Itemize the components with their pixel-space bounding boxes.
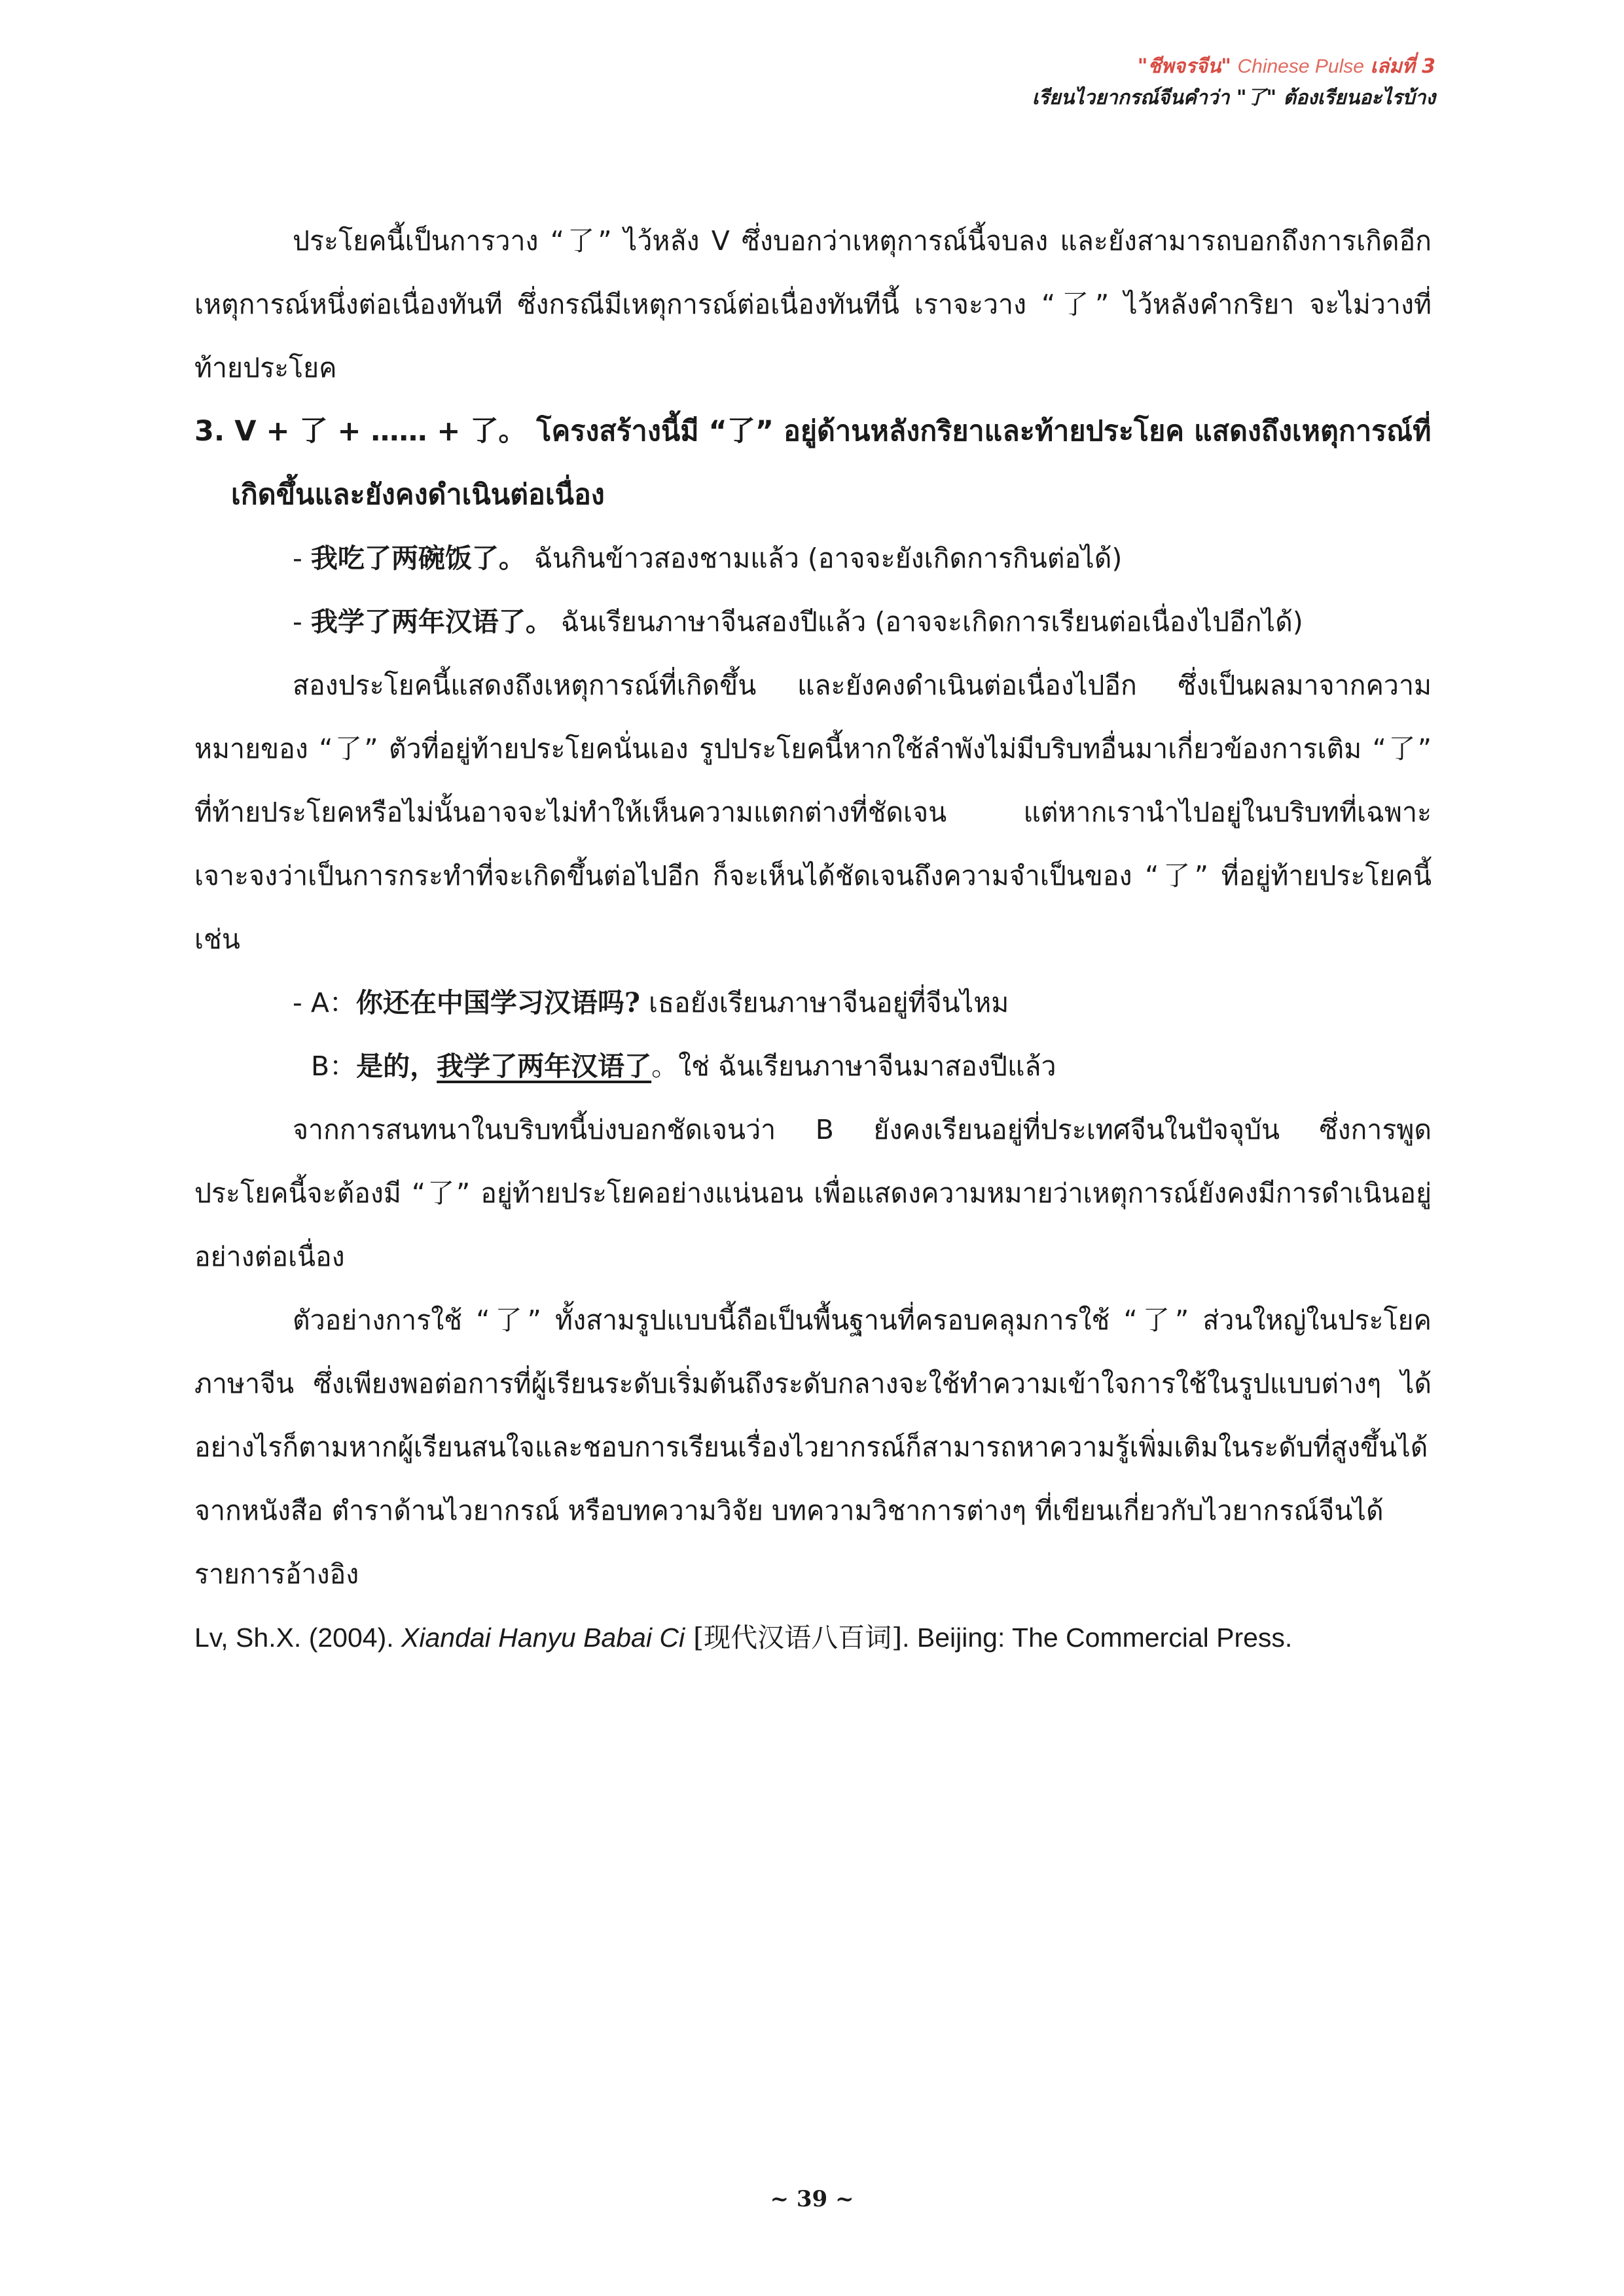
article-title: เรียนไวยากรณ์จีนคำว่า "了" ต้องเรียนอะไรบ้าง (1032, 86, 1435, 109)
dialog-b-chinese-1: 是的， (356, 1050, 437, 1082)
paragraph-4: ตัวอย่างการใช้ “了” ทั้งสามรูปแบบนี้ถือเป็นพื้นฐานที่ครอบคลุมการใช้ “了” ส่วนใหญ่ในประโยคภาษาจีน ซึ่งเพียงพอต่อการที่ผู้เรียนระดับเริ่มต้นถึงระดับกลางจะใช้ทำความเข้าใจการใช้ในรูปแบบต่างๆ ได้ อย่างไรก็ตามหากผู้เรียนสนใจและชอบการเรียนเรื่องไวยากรณ์ก็สามารถหาความรู้เพิ่มเติมในระดับที่สูงขึ้นได้จากหนังสือ ตำราด้านไวยากรณ์ หรือบทความวิจัย บทความวิชาการต่างๆ ที่เขียนเกี่ยวกับไวยากรณ์จีนได้ (194, 1304, 1432, 1526)
example-2 (194, 590, 1432, 654)
series-volume: เล่มที่ 3 (1370, 55, 1435, 78)
running-header (1032, 51, 1435, 114)
dialog-b-label: B： (311, 1050, 357, 1082)
dialog-line-b (194, 1035, 1432, 1098)
dialog-b-thai: 。ใช่ ฉันเรียนภาษาจีนมาสองปีแล้ว (651, 1050, 1056, 1082)
dialog-a-thai: เธอยังเรียนภาษาจีนอยู่ที่จีนไหม (640, 987, 1009, 1018)
series-brand: "ชีพจรจีน" (1137, 55, 1231, 78)
example-2-dash: - (293, 606, 311, 637)
example-2-chinese: 我学了两年汉语了。 (310, 606, 552, 637)
reference-chinese-title: [现代汉语八百词] (685, 1622, 903, 1653)
reference-publisher: . Beijing: The Commercial Press. (902, 1623, 1293, 1653)
dialog-b-chinese-underlined: 我学了两年汉语了 (437, 1050, 652, 1082)
reference-authors: Lv, Sh.X. (2004). (194, 1623, 402, 1653)
dialog-a-chinese: 你还在中国学习汉语吗? (355, 987, 640, 1018)
paragraph-3: จากการสนทนาในบริบทนี้บ่งบอกชัดเจนว่า B ยังคงเรียนอยู่ที่ประเทศจีนในปัจจุบัน ซึ่งการพูดประโยคนี้จะต้องมี “了” อยู่ท้ายประโยคอย่างแน่นอน เพื่อแสดงความหมายว่าเหตุการณ์ยังคงมีการดำเนินอยู่อย่างต่อเนื่อง (194, 1114, 1432, 1272)
section-heading-3: 3. V + 了 + …… + 了。 โครงสร้างนี้มี “了” อยู่ด้านหลังกริยาและท้ายประโยค แสดงถึงเหตุการณ์ที่เกิดขึ้นและยังคงดำเนินต่อเนื่อง (194, 415, 1432, 511)
running-header-series (1032, 51, 1435, 82)
dialog-line-a (194, 971, 1432, 1035)
example-1 (194, 527, 1432, 590)
paragraph-2: สองประโยคนี้แสดงถึงเหตุการณ์ที่เกิดขึ้น และยังคงดำเนินต่อเนื่องไปอีก ซึ่งเป็นผลมาจากความหมายของ “了” ตัวที่อยู่ท้ายประโยคนั่นเอง รูปประโยคนี้หากใช้ลำพังไม่มีบริบทอื่นมาเกี่ยวข้องการเติม “了” ที่ท้ายประโยคหรือไม่นั้นอาจจะไม่ทำให้เห็นความแตกต่างที่ชัดเจน แต่หากเรานำไปอยู่ในบริบทที่เฉพาะเจาะจงว่าเป็นการกระทำที่จะเกิดขึ้นต่อไปอีก ก็จะเห็นได้ชัดเจนถึงความจำเป็นของ “了” ที่อยู่ท้ายประโยคนี้ เช่น (194, 670, 1432, 955)
page-number: ~ 39 ~ (770, 2186, 854, 2212)
dialog-a-label: - A： (293, 987, 356, 1018)
example-1-dash: - (293, 543, 311, 574)
paragraph-1: ประโยคนี้เป็นการวาง “了” ไว้หลัง V ซึ่งบอกว่าเหตุการณ์นี้จบลง และยังสามารถบอกถึงการเกิดอีกเหตุการณ์หนึ่งต่อเนื่องทันที ซึ่งกรณีมีเหตุการณ์ต่อเนื่องทันทีนี้ เราจะวาง “了” ไว้หลังคำกริยา จะไม่วางที่ท้ายประโยค (194, 225, 1432, 384)
reference-title: Xiandai Hanyu Babai Ci (401, 1623, 685, 1653)
example-1-thai: ฉันกินข้าวสองชามแล้ว (อาจจะยังเกิดการกินต่อได้) (525, 543, 1123, 574)
series-brand-en: Chinese Pulse (1237, 56, 1364, 77)
example-1-chinese: 我吃了两碗饭了。 (310, 543, 526, 574)
document-body (194, 209, 1432, 1670)
references-title: รายการอ้างอิง (194, 1558, 359, 1590)
example-2-thai: ฉันเรียนภาษาจีนสองปีแล้ว (อาจจะเกิดการเรียนต่อเนื่องไปอีกได้) (552, 606, 1303, 637)
reference-entry (194, 1606, 1432, 1670)
